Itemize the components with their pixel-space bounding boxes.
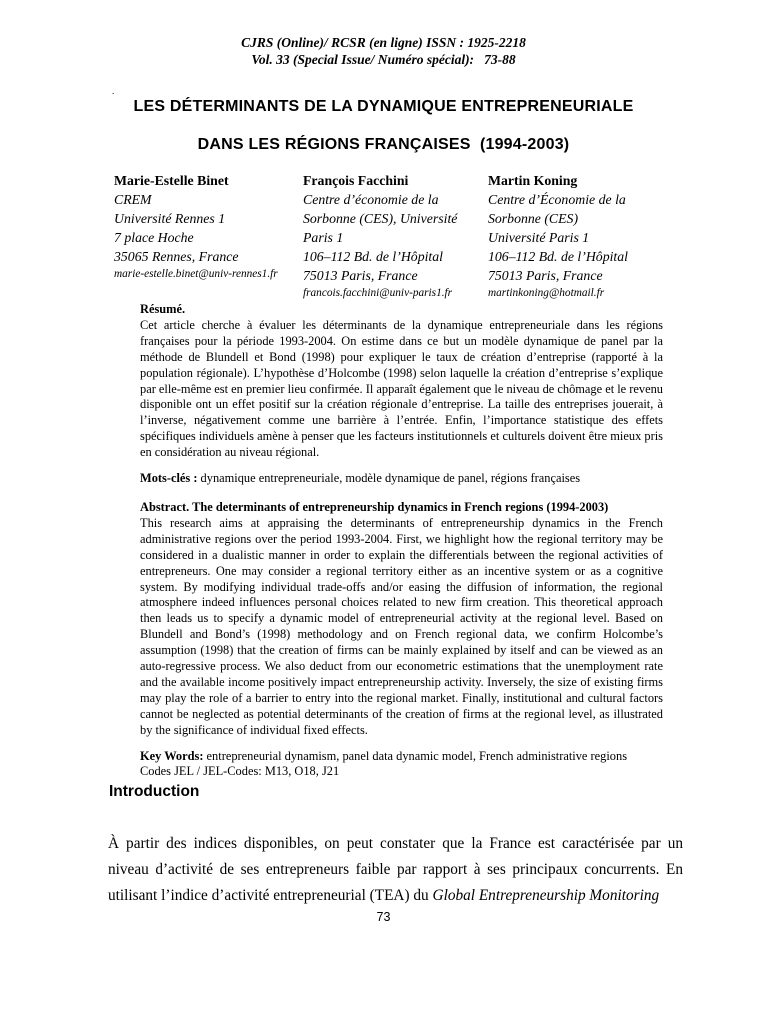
authors-block bbox=[0, 171, 767, 321]
author-name: Martin Koning bbox=[488, 173, 578, 188]
author-affiliation-line: Université Rennes 1 bbox=[114, 211, 226, 226]
introduction-text: À partir des indices disponibles, on peut constater que la France est caractérisée par un niveau d’activité de ses entrepreneurs faible par rapport à ses principaux concurrents. En utilisant l’indice d’activité entrepreneurial (TEA) du bbox=[108, 835, 683, 905]
page-number: 73 bbox=[376, 910, 391, 924]
author-affiliation-line: Centre d’Économie de la bbox=[488, 192, 626, 207]
author-affiliation-line: Sorbonne (CES) bbox=[488, 211, 579, 226]
mots-cles-line bbox=[140, 471, 663, 487]
author-affiliation-line: Sorbonne (CES), Université bbox=[303, 211, 458, 226]
abstract-body: This research aims at appraising the determinants of entrepreneurship dynamics in the French administrative regions over the period 1993-2004. First, we highlight how the regional territory may be considered in a dualistic manner in order to explain the differentials between the regional activities of entrepreneurs. One may consider a regional territory either as an incentive system or as a cognitive system. By modifying individual trade-offs and/or easing the diffusion of information, the regional atmosphere indeed influences personal choices related to new firm creation. This theoretical approach then leads us to specify a dynamic model of entrepreneurial activity at the regional level. Based on Blundell and Bond’s (1998) methodology and on French regional data, we confirm Holcombe’s assumption (1998) that the creation of firms can be mainly explained by itself and can be viewed as an auto-regressive process. We also deduct from our econometric estimations that the unemployment rate and the available income positively impact entrepreneurship activity. Inversely, the size of existing firms may play the role of a barrier to entry into the regional market. Finally, institutional and cultural factors cannot be neglected as potential determinants of the creation of firms at the regional level, as illustrated by the significance of individual fixed effects. bbox=[140, 515, 663, 737]
introduction-paragraph bbox=[108, 831, 683, 909]
keywords-block bbox=[140, 749, 663, 781]
author-affiliation-line: 106–112 Bd. de l’Hôpital bbox=[303, 249, 443, 264]
author-email: marie-estelle.binet@univ-rennes1.fr bbox=[114, 268, 278, 280]
abstracts-column bbox=[140, 302, 663, 780]
author-facchini bbox=[303, 171, 488, 302]
paper-title-line1: LES DÉTERMINANTS DE LA DYNAMIQUE ENTREPRENEURIALE bbox=[133, 98, 634, 115]
mots-cles-text: dynamique entrepreneuriale, modèle dynamique de panel, régions françaises bbox=[197, 471, 581, 486]
author-affiliation-line: 106–112 Bd. de l’Hôpital bbox=[488, 249, 628, 264]
key-words-text: entrepreneurial dynamism, panel data dynamic model, French administrative regions bbox=[203, 748, 628, 763]
author-binet bbox=[114, 171, 299, 283]
author-koning bbox=[488, 171, 678, 302]
paper-title bbox=[0, 98, 767, 154]
author-affiliation-line: Centre d’économie de la bbox=[303, 192, 439, 207]
author-name: Marie-Estelle Binet bbox=[114, 173, 229, 188]
author-affiliation-line: CREM bbox=[114, 192, 152, 207]
author-affiliation-line: 35065 Rennes, France bbox=[114, 249, 239, 264]
mots-cles-label: Mots-clés : bbox=[140, 471, 198, 486]
paper-title-line2: DANS LES RÉGIONS FRANÇAISES (1994-2003) bbox=[197, 136, 570, 153]
resume-heading: Résumé. bbox=[140, 302, 186, 316]
author-affiliation-line: 75013 Paris, France bbox=[303, 268, 418, 283]
author-email: martinkoning@hotmail.fr bbox=[488, 287, 605, 299]
key-words-line bbox=[140, 749, 663, 765]
jel-codes-line: Codes JEL / JEL-Codes: M13, O18, J21 bbox=[140, 764, 340, 779]
stray-mark: . bbox=[112, 86, 115, 96]
resume-body: Cet article cherche à évaluer les déterminants de la dynamique entrepreneuriale dans les régions françaises pour la période 1993-2004. On estime dans ce but un modèle dynamique de panel par la méthode de Blundell et Bond (1998) pour expliquer le taux de création d’entreprise (rapporté à la population régionale). L’hypothèse d’Holcombe (1998) selon laquelle la création d’entreprise s’explique par elle-même est en premier lieu confirmée. Il apparaît également que le niveau de chômage et le revenu disponible ont un effet positif sur la création régionale d’entreprise. La taille des entreprises jouerait, à l’inverse, négativement comme une barrière à l’entrée. Enfin, l’importance statistique des effets spécifiques individuels amène à penser que les facteurs institutionnels et culturels doivent être mieux pris en considération au niveau régional. bbox=[140, 317, 663, 460]
author-name: François Facchini bbox=[303, 173, 409, 188]
author-affiliation-line: Université Paris 1 bbox=[488, 230, 590, 245]
journal-header bbox=[0, 34, 767, 68]
journal-header-line2: Vol. 33 (Special Issue/ Numéro spécial): 73-88 bbox=[251, 52, 516, 67]
key-words-label: Key Words: bbox=[140, 748, 204, 763]
journal-header-line1: CJRS (Online)/ RCSR (en ligne) ISSN : 1925-2218 bbox=[241, 35, 526, 50]
author-affiliation-line: 7 place Hoche bbox=[114, 230, 194, 245]
introduction-heading: Introduction bbox=[109, 783, 200, 800]
author-affiliation-line: 75013 Paris, France bbox=[488, 268, 603, 283]
author-affiliation-line: Paris 1 bbox=[303, 230, 344, 245]
introduction-italic-text: Global Entrepreneurship Monitoring bbox=[432, 887, 660, 905]
abstract-heading: Abstract. The determinants of entrepreneurship dynamics in French regions (1994-2003) bbox=[140, 499, 609, 514]
author-email: francois.facchini@univ-paris1.fr bbox=[303, 287, 453, 299]
